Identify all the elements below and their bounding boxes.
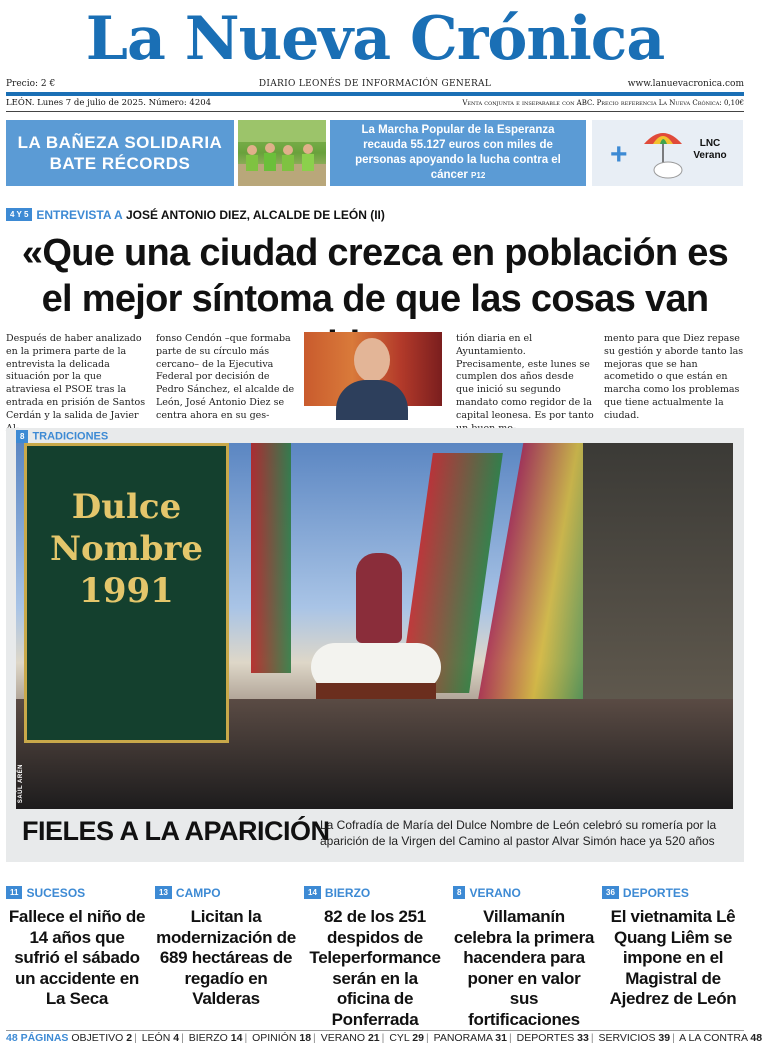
teaser-la-baneza-text: LA BAÑEZA SOLIDARIA BATE RÉCORDS	[17, 133, 223, 173]
brief-verano[interactable]	[453, 885, 595, 1030]
teaser-photo-runners[interactable]	[238, 120, 326, 186]
virgin-statue	[356, 553, 402, 643]
page-count: 48 PÁGINAS	[6, 1032, 69, 1044]
feature-description: La Cofradía de María del Dulce Nombre de León celebró su romería por la aparición de la Virgen del Camino al pastor Alvar Simón hace ya 520 años	[320, 818, 717, 848]
beach-umbrella-icon	[640, 126, 686, 180]
lead-text-col4: mento para que Diez repase su gestión y aborde tanto las mejoras que se han acometido o que están en marcha como los problemas que tiene actualmente la ciudad.	[604, 333, 744, 421]
masthead-subhead	[6, 78, 744, 92]
index-item[interactable]: PANORAMA 31	[433, 1032, 507, 1044]
index-item[interactable]: OPINIÓN 18	[252, 1032, 312, 1044]
brief-bierzo[interactable]	[304, 885, 446, 1030]
dateline-divider	[6, 111, 744, 112]
index-item[interactable]: BIERZO 14	[188, 1032, 243, 1044]
teaser-marcha-text: La Marcha Popular de la Esperanza recauda 55.127 euros con miles de personas apoyando la lucha contra el cáncer	[355, 124, 561, 181]
dateline	[6, 98, 744, 110]
brief-campo[interactable]	[155, 885, 297, 1010]
masthead	[0, 0, 750, 78]
brief-page-badge: 14	[304, 886, 321, 899]
banner-text: Dulce Nombre 1991	[49, 487, 204, 611]
portrait-body	[336, 380, 408, 420]
brotherhood-banner	[24, 443, 229, 743]
lead-text-col2: fonso Cendón –que formaba parte de su círculo más cercano– de la Ejecutiva Federal por decisión de Pedro Sánchez, el alcalde de León, José Antonio Diez se centra ahora en su ges-	[156, 333, 295, 421]
lead-kicker	[6, 207, 385, 223]
lnc-verano-label: LNC Verano	[693, 138, 727, 161]
index-item[interactable]: SERVICIOS 39	[598, 1032, 671, 1044]
issue-date: LEÓN. Lunes 7 de julio de 2025. Número: 4204	[6, 98, 212, 108]
mayor-portrait[interactable]	[304, 332, 442, 406]
feature-title[interactable]: FIELES A LA APARICIÓN	[22, 816, 330, 846]
brief-page-badge: 36	[602, 886, 619, 899]
brief-section: SUCESOS	[26, 885, 86, 900]
sale-note: Venta conjunta e inseparable con ABC. Precio referencia La Nueva Crónica: 0,10€	[462, 99, 744, 107]
brief-page-badge: 13	[155, 886, 172, 899]
section-index: 48 PÁGINAS OBJETIVO 2 | LEÓN 4 | BIERZO 14 | OPINIÓN 18 | VERANO 21 | CYL 29 | PANORAMA 31 | DEPORTES 33 | SERVICIOS 39 | A LA CONTRA 48	[6, 1032, 762, 1044]
index-item[interactable]: OBJETIVO 2	[71, 1032, 133, 1044]
brief-title: Licitan la modernización de 689 hectáreas de regadío en Valderas	[156, 907, 296, 1008]
newspaper-title[interactable]: La Nueva Crónica	[85, 4, 665, 74]
lead-interviewee: JOSÉ ANTONIO DIEZ, ALCALDE DE LEÓN (II)	[125, 207, 385, 222]
lead-section: ENTREVISTA A	[36, 207, 123, 222]
photo-credit: SAÚL ARÉN	[18, 763, 24, 803]
index-item[interactable]: LEÓN 4	[141, 1032, 180, 1044]
brief-section: CAMPO	[175, 885, 221, 900]
masthead-divider	[6, 92, 744, 96]
plus-icon: +	[610, 138, 628, 171]
brief-deportes[interactable]	[602, 885, 744, 1010]
tagline: DIARIO LEONÉS DE INFORMACIÓN GENERAL	[258, 79, 492, 89]
index-item[interactable]: A LA CONTRA 48	[679, 1032, 762, 1044]
lead-page-badge: 4 Y 5	[6, 208, 32, 221]
brief-section: BIERZO	[324, 885, 371, 900]
portrait-head	[354, 338, 390, 382]
teaser-marcha-esperanza[interactable]	[330, 120, 586, 186]
teaser-marcha-page: P12	[471, 171, 486, 180]
index-item[interactable]: DEPORTES 33	[516, 1032, 589, 1044]
lead-text-col1: Después de haber analizado en la primera parte de la entrevista la delicada situación por la que atraviesa el PSOE tras la entrada en prisión de Santos Cerdán y la salida de Javier	[6, 333, 146, 421]
flag-shape	[251, 443, 291, 673]
brief-title: Villamanín celebra la primera hacendera para poner en valor sus fortificaciones	[453, 907, 595, 1029]
brief-section: DEPORTES	[622, 885, 689, 900]
feature-block	[6, 428, 744, 862]
teaser-la-baneza[interactable]	[6, 120, 234, 186]
teaser-lnc-verano[interactable]	[592, 120, 743, 186]
brief-sucesos[interactable]	[6, 885, 148, 1010]
index-item[interactable]: CYL 29	[389, 1032, 424, 1044]
feature-page-badge: 8	[16, 430, 28, 443]
index-item[interactable]: VERANO 21	[320, 1032, 380, 1044]
price: Precio: 2 €	[6, 79, 56, 89]
website-link[interactable]: www.lanuevacronica.com	[627, 79, 744, 89]
brief-title: El vietnamita Lê Quang Liêm se impone en el Magistral de Ajedrez de León	[609, 907, 737, 1008]
feature-section: TRADICIONES	[32, 430, 109, 443]
brief-page-badge: 8	[453, 886, 465, 899]
feature-kicker	[16, 430, 108, 443]
brief-title: 82 de los 251 despidos de Teleperformance serán en la oficina de Ponferrada	[309, 907, 441, 1029]
brief-page-badge: 11	[6, 886, 22, 899]
lead-text-col3: tión diaria en el Ayuntamiento. Precisamente, este lunes se cumplen dos años desde que inició su segundo mandato como regidor de la capital leonesa. Es por tanto	[456, 333, 594, 421]
lead-headline[interactable]: «Que una ciudad crezca en población es el mejor síntoma de que las cosas van	[21, 232, 729, 320]
brief-section: VERANO	[469, 885, 521, 900]
runners-photo-icon	[238, 120, 326, 186]
brief-title: Fallece el niño de 14 años que sufrió el sábado un accidente en La Seca	[8, 907, 146, 1008]
feature-photo[interactable]	[16, 443, 733, 809]
